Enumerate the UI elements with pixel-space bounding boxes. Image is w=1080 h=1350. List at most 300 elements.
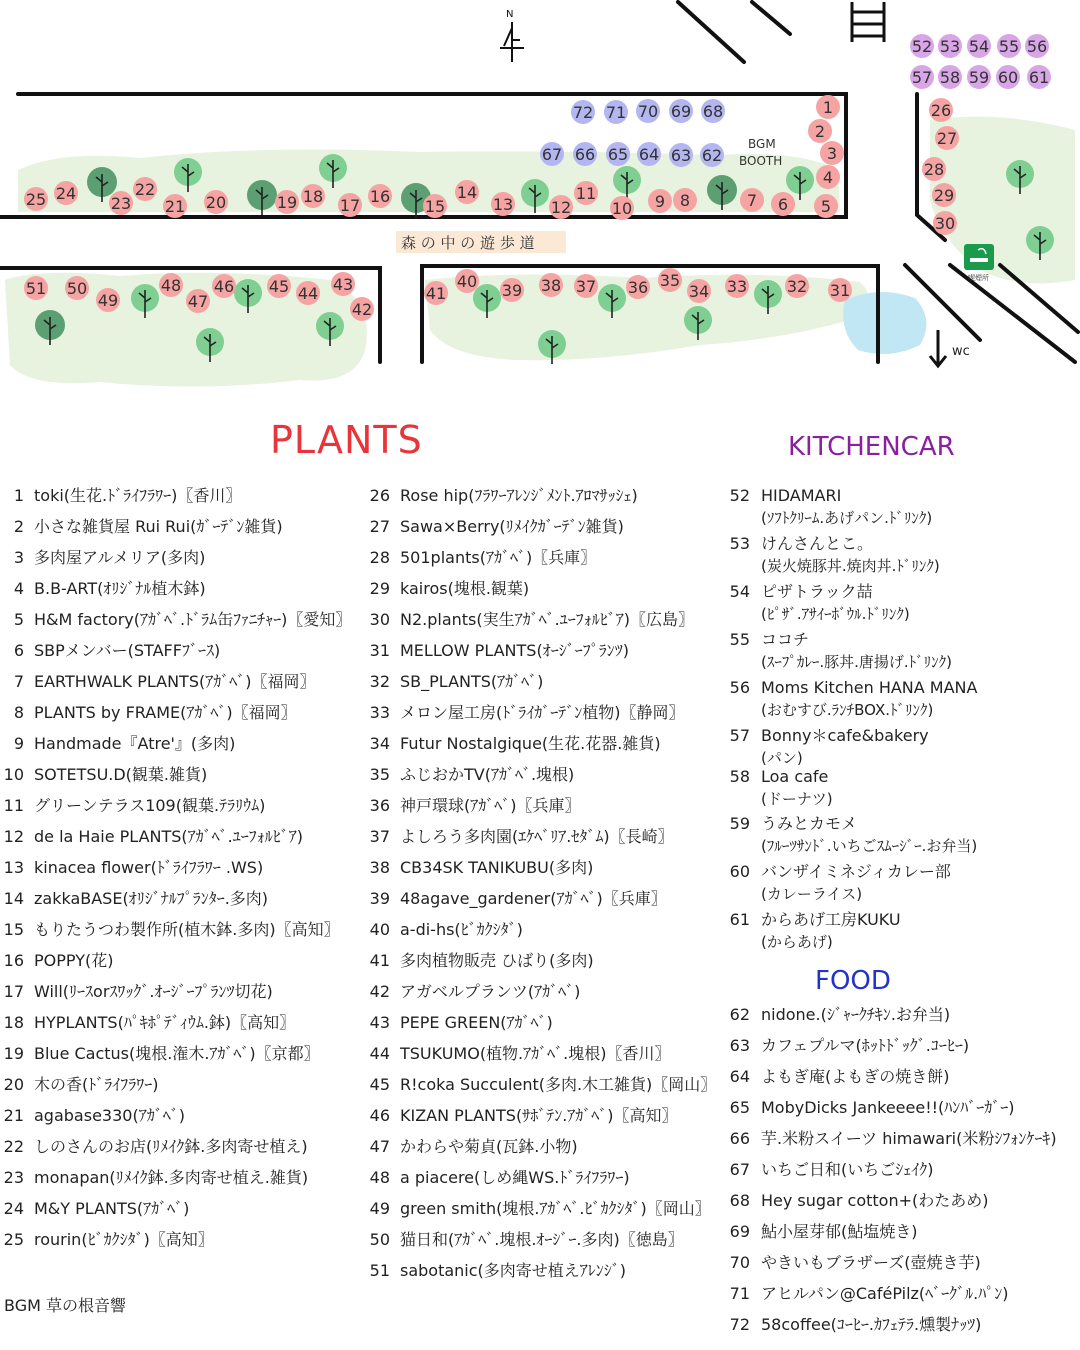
- booth-pin-number: 46: [213, 277, 235, 296]
- booth-name: メロン屋工房(ﾄﾞﾗｲｶﾞｰﾃﾞﾝ植物)〖静岡〗: [400, 703, 685, 722]
- booth-pin-35: [658, 268, 682, 292]
- booth-name: かわらや菊貞(瓦鉢.小物): [400, 1137, 578, 1156]
- booth-pin-number: 17: [339, 196, 361, 215]
- booth-number: 5: [13, 610, 24, 629]
- booth-number: 43: [369, 1013, 390, 1032]
- booth-pin-number: 20: [205, 193, 227, 212]
- booth-pin-number: 42: [351, 300, 373, 319]
- booth-name: kairos(塊根.観葉): [400, 579, 530, 598]
- booth-number: 44: [369, 1044, 390, 1063]
- booth-pin-21: [163, 194, 187, 218]
- booth-name: HIDAMARI: [761, 486, 842, 505]
- booth-pin-52: [910, 34, 934, 58]
- booth-name: MobyDicks Jankeeee!!(ﾊﾝﾊﾞｰｶﾞｰ): [761, 1098, 1015, 1117]
- booth-number: 57: [729, 726, 750, 745]
- booth-name: 猫日和(ｱｶﾞﾍﾞ.塊根.ｵｰｼﾞｰ.多肉)〖徳島〗: [400, 1230, 684, 1249]
- booth-pin-number: 72: [572, 103, 594, 122]
- booth-number: 3: [13, 548, 24, 567]
- booth-name: けんさんとこ。: [761, 534, 874, 553]
- booth-pin-66: [573, 142, 597, 166]
- booth-number: 64: [729, 1067, 750, 1086]
- booth-name: EARTHWALK PLANTS(ｱｶﾞﾍﾞ)〖福岡〗: [34, 672, 316, 691]
- booth-pin-27: [935, 126, 959, 150]
- booth-name: 多肉屋アルメリア(多肉): [34, 548, 206, 567]
- booth-pin-30: [933, 211, 957, 235]
- booth-pin-number: 59: [968, 68, 990, 87]
- booth-pin-2: [808, 119, 832, 143]
- booth-pin-13: [491, 192, 515, 216]
- booth-name: sabotanic(多肉寄せ植えｱﾚﾝｼﾞ): [400, 1261, 627, 1280]
- booth-name: PLANTS by FRAME(ｱｶﾞﾍﾞ)〖福岡〗: [34, 703, 297, 722]
- booth-pin-number: 44: [297, 284, 319, 303]
- booth-pin-58: [938, 65, 962, 89]
- booth-pin-6: [771, 192, 795, 216]
- booth-name: 48agave_gardener(ｱｶﾞﾍﾞ)〖兵庫〗: [400, 889, 667, 908]
- booth-number: 7: [13, 672, 24, 691]
- booth-number: 60: [729, 862, 750, 881]
- booth-name: 501plants(ｱｶﾞﾍﾞ)〖兵庫〗: [400, 548, 597, 567]
- booth-pin-41: [424, 281, 448, 305]
- booth-menu: (ドーナツ): [761, 790, 833, 808]
- booth-number: 28: [369, 548, 390, 567]
- booth-pin-26: [929, 98, 953, 122]
- booth-name: ココチ: [761, 630, 810, 649]
- booth-pin-number: 69: [670, 102, 692, 121]
- booth-pin-number: 31: [829, 281, 851, 300]
- booth-number: 27: [369, 517, 390, 536]
- booth-name: いちご日和(いちごｼｪｲｸ): [761, 1160, 934, 1179]
- booth-pin-number: 9: [654, 192, 666, 211]
- booth-pin-71: [604, 100, 628, 124]
- booth-number: 24: [3, 1199, 24, 1218]
- booth-pin-10: [610, 196, 634, 220]
- booth-number: 70: [729, 1253, 750, 1272]
- booth-pin-number: 25: [25, 190, 47, 209]
- booth-number: 1: [13, 486, 24, 505]
- booth-pin-number: 15: [424, 197, 446, 216]
- booth-name: 神戸環球(ｱｶﾞﾍﾞ)〖兵庫〗: [400, 796, 581, 815]
- booth-name: CB34SK TANIKUBU(多肉): [400, 858, 594, 877]
- booth-number: 71: [729, 1284, 750, 1303]
- booth-pin-number: 50: [66, 279, 88, 298]
- booth-pin-8: [673, 188, 697, 212]
- booth-pin-25: [24, 187, 48, 211]
- booth-number: 68: [729, 1191, 750, 1210]
- booth-menu: (ｿﾌﾄｸﾘｰﾑ.あげパン.ﾄﾞﾘﾝｸ): [761, 509, 933, 527]
- booth-pin-49: [96, 288, 120, 312]
- booth-pin-number: 61: [1028, 68, 1050, 87]
- pond: [843, 292, 926, 354]
- booth-name: 多肉植物販売 ひばり(多肉): [400, 951, 594, 970]
- booth-pin-number: 54: [968, 37, 990, 56]
- booth-name: よしろう多肉園(ｴｹﾍﾞﾘｱ.ｾﾀﾞﾑ)〖長崎〗: [400, 827, 674, 846]
- booth-pin-number: 22: [134, 180, 156, 199]
- booth-pin-43: [331, 272, 355, 296]
- booth-pin-number: 13: [492, 195, 514, 214]
- booth-number: 40: [369, 920, 390, 939]
- booth-name: SBPメンバー(STAFFﾌﾞｰｽ): [34, 641, 221, 660]
- booth-number: 20: [3, 1075, 24, 1094]
- booth-number: 48: [369, 1168, 390, 1187]
- booth-menu: (炭火焼豚丼.焼肉丼.ﾄﾞﾘﾝｸ): [761, 557, 940, 575]
- booth-pin-number: 53: [939, 37, 961, 56]
- booth-name: R!coka Succulent(多肉.木工雑貨)〖岡山〗: [400, 1075, 717, 1094]
- booth-number: 15: [3, 920, 24, 939]
- booth-name: HYPLANTS(ﾊﾟｷﾎﾟﾃﾞｨｳﾑ.鉢)〖高知〗: [34, 1013, 296, 1032]
- booth-number: 47: [369, 1137, 390, 1156]
- booth-pin-number: 34: [688, 282, 710, 301]
- booth-name: nidone.(ｼﾞｬｰｸﾁｷﾝ.お弁当): [761, 1005, 951, 1024]
- booth-pin-59: [967, 65, 991, 89]
- north-label: N: [506, 9, 514, 20]
- booth-pin-number: 11: [575, 184, 597, 203]
- booth-pin-number: 70: [637, 102, 659, 121]
- booth-pin-39: [500, 278, 524, 302]
- booth-pin-number: 67: [541, 145, 563, 164]
- booth-number: 25: [3, 1230, 24, 1249]
- booth-name: N2.plants(実生ｱｶﾞﾍﾞ.ﾕｰﾌｫﾙﾋﾞｱ)〖広島〗: [400, 610, 694, 629]
- booth-number: 9: [13, 734, 24, 753]
- booth-name: a piacere(しめ縄WS.ﾄﾞﾗｲﾌﾗﾜｰ): [400, 1168, 630, 1187]
- booth-name: からあげ工房KUKU: [761, 910, 901, 929]
- booth-number: 51: [369, 1261, 390, 1280]
- booth-pin-number: 12: [550, 198, 572, 217]
- booth-number: 35: [369, 765, 390, 784]
- booth-pin-68: [701, 99, 725, 123]
- booth-pin-number: 63: [670, 146, 692, 165]
- booth-pin-number: 64: [638, 145, 660, 164]
- booth-name: KIZAN PLANTS(ｻﾎﾞﾃﾝ.ｱｶﾞﾍﾞ)〖高知〗: [400, 1106, 678, 1125]
- booth-pin-1: [816, 95, 840, 119]
- booth-number: 41: [369, 951, 390, 970]
- booth-pin-number: 5: [820, 197, 832, 216]
- booth-pin-number: 32: [786, 277, 808, 296]
- booth-name: a-di-hs(ﾋﾞｶｸｼﾀﾞ): [400, 920, 523, 939]
- booth-menu: (からあげ): [761, 933, 833, 951]
- booth-pin-57: [910, 65, 934, 89]
- booth-name: Rose hip(ﾌﾗﾜｰｱﾚﾝｼﾞﾒﾝﾄ.ｱﾛﾏｻｯｼｪ): [400, 486, 638, 505]
- booth-pin-number: 4: [822, 168, 834, 187]
- booth-number: 18: [3, 1013, 24, 1032]
- booth-number: 52: [729, 486, 750, 505]
- booth-pin-16: [368, 184, 392, 208]
- booth-pin-number: 47: [187, 292, 209, 311]
- booth-name: H&M factory(ｱｶﾞﾍﾞ.ﾄﾞﾗﾑ缶ﾌｧﾆﾁｬｰ)〖愛知〗: [34, 610, 352, 629]
- booth-pin-53: [938, 34, 962, 58]
- booth-name: zakkaBASE(ｵﾘｼﾞﾅﾙﾌﾟﾗﾝﾀｰ.多肉): [34, 889, 269, 908]
- booth-number: 26: [369, 486, 390, 505]
- booth-pin-number: 27: [936, 129, 958, 148]
- booth-pin-number: 39: [501, 281, 523, 300]
- booth-pin-45: [267, 274, 291, 298]
- booth-menu: (パン): [761, 749, 803, 767]
- booth-pin-70: [636, 99, 660, 123]
- booth-number: 62: [729, 1005, 750, 1024]
- booth-name: agabase330(ｱｶﾞﾍﾞ): [34, 1106, 185, 1125]
- bgm-booth-label-2: BOOTH: [739, 154, 783, 168]
- booth-pin-number: 49: [97, 291, 119, 310]
- booth-pin-number: 38: [540, 276, 562, 295]
- booth-pin-number: 41: [425, 284, 447, 303]
- booth-pin-7: [740, 188, 764, 212]
- booth-number: 50: [369, 1230, 390, 1249]
- booth-pin-60: [996, 65, 1020, 89]
- booth-pin-42: [350, 297, 374, 321]
- booth-menu: (おむすび.ﾗﾝﾁBOX.ﾄﾞﾘﾝｸ): [761, 701, 934, 719]
- booth-pin-47: [186, 289, 210, 313]
- booth-pin-number: 35: [659, 271, 681, 290]
- booth-pin-number: 52: [911, 37, 933, 56]
- booth-pin-number: 7: [746, 191, 758, 210]
- booth-pin-22: [133, 177, 157, 201]
- smoking-area-icon: [964, 244, 994, 270]
- booth-pin-17: [338, 193, 362, 217]
- booth-name: アガベルプランツ(ｱｶﾞﾍﾞ): [400, 982, 581, 1001]
- booth-pin-number: 30: [934, 214, 956, 233]
- booth-name: うみとカモメ: [761, 814, 858, 833]
- booth-name: de la Haie PLANTS(ｱｶﾞﾍﾞ.ﾕｰﾌｫﾙﾋﾞｱ): [34, 827, 303, 846]
- booth-pin-number: 28: [923, 160, 945, 179]
- booth-number: 69: [729, 1222, 750, 1241]
- booth-pin-56: [1025, 34, 1049, 58]
- booth-number: 54: [729, 582, 750, 601]
- booth-pin-number: 21: [164, 197, 186, 216]
- booth-pin-28: [922, 157, 946, 181]
- booth-name: monapan(ﾘﾒｲｸ鉢.多肉寄せ植え.雑貨): [34, 1168, 309, 1187]
- booth-name: Futur Nostalgique(生花.花器.雑貨): [400, 734, 661, 753]
- booth-number: 66: [729, 1129, 750, 1148]
- booth-name: toki(生花.ﾄﾞﾗｲﾌﾗﾜｰ)〖香川〗: [34, 486, 242, 505]
- booth-pin-number: 58: [939, 68, 961, 87]
- booth-pin-number: 26: [930, 101, 952, 120]
- booth-name: POPPY(花): [34, 951, 114, 970]
- booth-pin-50: [65, 276, 89, 300]
- booth-number: 6: [13, 641, 24, 660]
- booth-pin-number: 62: [701, 146, 723, 165]
- booth-number: 8: [13, 703, 24, 722]
- smoking-area-label: 喫煙所: [968, 274, 989, 282]
- bgm-booth-label: BGM: [748, 137, 776, 151]
- booth-number: 12: [3, 827, 24, 846]
- booth-number: 67: [729, 1160, 750, 1179]
- booth-pin-number: 43: [332, 275, 354, 294]
- booth-pin-3: [820, 141, 844, 165]
- booth-name: 鮎小屋芽郁(鮎塩焼き): [761, 1222, 918, 1241]
- booth-pin-number: 60: [997, 68, 1019, 87]
- booth-name: ピザトラック喆: [761, 582, 873, 601]
- booth-pin-5: [814, 194, 838, 218]
- booth-pin-61: [1027, 65, 1051, 89]
- booth-number: 17: [3, 982, 24, 1001]
- booth-name: 小さな雑貨屋 Rui Rui(ｶﾞｰﾃﾞﾝ雑貨): [34, 517, 283, 536]
- booth-pin-number: 1: [822, 98, 834, 117]
- booth-menu: (ｽｰﾌﾟｶﾚｰ.豚丼.唐揚げ.ﾄﾞﾘﾝｸ): [761, 653, 953, 671]
- booth-name: SOTETSU.D(観葉.雑貨): [34, 765, 208, 784]
- booth-menu: (ﾌﾙｰﾂｻﾝﾄﾞ.いちごｽﾑｰｼﾞｰ.お弁当): [761, 837, 978, 855]
- booth-number: 38: [369, 858, 390, 877]
- booth-pin-number: 51: [25, 279, 47, 298]
- booth-number: 56: [729, 678, 750, 697]
- booth-name: MELLOW PLANTS(ｵｰｼﾞｰﾌﾟﾗﾝﾂ): [400, 641, 629, 660]
- booth-number: 30: [369, 610, 390, 629]
- booth-number: 39: [369, 889, 390, 908]
- booth-number: 2: [13, 517, 24, 536]
- booth-pin-number: 2: [814, 122, 826, 141]
- booth-pin-number: 14: [456, 183, 478, 202]
- booth-number: 31: [369, 641, 390, 660]
- booth-number: 33: [369, 703, 390, 722]
- booth-pin-number: 37: [575, 277, 597, 296]
- booth-name: Bonny＊cafe&bakery: [761, 726, 929, 745]
- booth-pin-51: [24, 276, 48, 300]
- booth-number: 72: [729, 1315, 750, 1334]
- north-arrow-icon: [500, 22, 524, 62]
- stairs-icon: [852, 2, 884, 42]
- booth-pin-number: 18: [302, 187, 324, 206]
- booth-number: 37: [369, 827, 390, 846]
- booth-number: 59: [729, 814, 750, 833]
- booth-pin-number: 71: [605, 103, 627, 122]
- booth-number: 14: [3, 889, 24, 908]
- booth-pin-65: [606, 142, 630, 166]
- booth-number: 23: [3, 1168, 24, 1187]
- booth-pin-23: [109, 191, 133, 215]
- booth-name: アヒルパン@CaféPilz(ﾍﾞｰｸﾞﾙ.ﾊﾟﾝ): [761, 1284, 1009, 1303]
- booth-pin-33: [725, 274, 749, 298]
- booth-number: 46: [369, 1106, 390, 1125]
- booth-pin-46: [212, 274, 236, 298]
- booth-number: 11: [3, 796, 24, 815]
- booth-number: 36: [369, 796, 390, 815]
- booth-pin-37: [574, 274, 598, 298]
- booth-pin-18: [301, 184, 325, 208]
- booth-pin-62: [700, 143, 724, 167]
- booth-number: 34: [369, 734, 390, 753]
- booth-name: rourin(ﾋﾞｶｸｼﾀﾞ)〖高知〗: [34, 1230, 214, 1249]
- booth-name: バンザイミネジィカレー部: [761, 862, 951, 881]
- booth-name: 芋.米粉スイーツ himawari(米粉ｼﾌｫﾝｹｰｷ): [761, 1129, 1057, 1148]
- booth-number: 45: [369, 1075, 390, 1094]
- booth-pin-number: 10: [611, 199, 633, 218]
- booth-pin-number: 48: [160, 276, 182, 295]
- booth-pin-14: [455, 180, 479, 204]
- booth-number: 32: [369, 672, 390, 691]
- wc-arrow-icon: [930, 330, 946, 366]
- booth-pin-20: [204, 190, 228, 214]
- booth-number: 65: [729, 1098, 750, 1117]
- food-section-title: FOOD: [815, 966, 891, 996]
- booth-pin-63: [669, 143, 693, 167]
- booth-number: 63: [729, 1036, 750, 1055]
- booth-pin-48: [159, 273, 183, 297]
- booth-name: PEPE GREEN(ｱｶﾞﾍﾞ): [400, 1013, 553, 1032]
- booth-name: よもぎ庵(よもぎの焼き餅): [761, 1067, 950, 1086]
- booth-name: しのさんのお店(ﾘﾒｲｸ鉢.多肉寄せ植え): [34, 1137, 308, 1156]
- plants-section-title: PLANTS: [270, 418, 423, 462]
- booth-name: ふじおかTV(ｱｶﾞﾍﾞ.塊根): [400, 765, 575, 784]
- booth-pin-38: [539, 273, 563, 297]
- booth-name: 58coffee(ｺｰﾋｰ.ｶﾌｪﾃﾗ.燻製ﾅｯﾂ): [761, 1315, 982, 1334]
- booth-pin-number: 55: [998, 37, 1020, 56]
- booth-number: 22: [3, 1137, 24, 1156]
- booth-pin-number: 8: [679, 191, 691, 210]
- booth-number: 58: [729, 767, 750, 786]
- booth-pin-number: 56: [1026, 37, 1048, 56]
- booth-name: B.B-ART(ｵﾘｼﾞﾅﾙ植木鉢): [34, 579, 206, 598]
- booth-pin-12: [549, 195, 573, 219]
- booth-name: kinacea flower(ﾄﾞﾗｲﾌﾗﾜｰ .WS): [34, 858, 264, 877]
- booth-pin-55: [997, 34, 1021, 58]
- booth-name: カフェプルマ(ﾎｯﾄﾄﾞｯｸﾞ.ｺｰﾋｰ): [761, 1036, 970, 1055]
- booth-number: 53: [729, 534, 750, 553]
- booth-pin-number: 16: [369, 187, 391, 206]
- booth-name: Blue Cactus(塊根.潅木.ｱｶﾞﾍﾞ)〖京都〗: [34, 1044, 320, 1063]
- booth-name: SB_PLANTS(ｱｶﾞﾍﾞ): [400, 672, 544, 691]
- booth-pin-number: 66: [574, 145, 596, 164]
- booth-pin-number: 3: [826, 144, 838, 163]
- booth-pin-number: 29: [933, 186, 955, 205]
- booth-number: 49: [369, 1199, 390, 1218]
- booth-pin-31: [828, 278, 852, 302]
- booth-name: グリーンテラス109(観葉.ﾃﾗﾘｳﾑ): [34, 796, 266, 815]
- booth-name: もりたうつわ製作所(植木鉢.多肉)〖高知〗: [34, 920, 340, 939]
- booth-pin-24: [54, 181, 78, 205]
- bgm-credit: BGM 草の根音響: [4, 1296, 126, 1315]
- booth-pin-number: 19: [276, 193, 298, 212]
- promenade-label: 森 の 中 の 遊 歩 道: [401, 234, 535, 252]
- booth-pin-number: 40: [456, 272, 478, 291]
- booth-pin-40: [455, 269, 479, 293]
- booth-pin-19: [275, 190, 299, 214]
- booth-pin-36: [626, 275, 650, 299]
- booth-pin-11: [574, 181, 598, 205]
- booth-pin-4: [816, 165, 840, 189]
- booth-pin-15: [423, 194, 447, 218]
- booth-pin-32: [785, 274, 809, 298]
- booth-number: 13: [3, 858, 24, 877]
- booth-pin-number: 68: [702, 102, 724, 121]
- booth-pin-number: 36: [627, 278, 649, 297]
- booth-pin-number: 24: [55, 184, 77, 203]
- booth-pin-69: [669, 99, 693, 123]
- booth-pin-number: 23: [110, 194, 132, 213]
- booth-name: やきいもブラザーズ(壺焼き芋): [761, 1253, 981, 1272]
- booth-number: 61: [729, 910, 750, 929]
- booth-name: TSUKUMO(植物.ｱｶﾞﾍﾞ.塊根)〖香川〗: [400, 1044, 671, 1063]
- booth-name: Hey sugar cotton+(わたあめ): [761, 1191, 989, 1210]
- booth-pin-number: 45: [268, 277, 290, 296]
- booth-pin-number: 57: [911, 68, 933, 87]
- wc-label: wc: [952, 344, 970, 359]
- booth-pin-number: 65: [607, 145, 629, 164]
- booth-number: 10: [3, 765, 24, 784]
- booth-pin-29: [932, 183, 956, 207]
- booth-pin-number: 6: [777, 195, 789, 214]
- booth-number: 4: [13, 579, 24, 598]
- booth-pin-9: [648, 189, 672, 213]
- booth-menu: (カレーライス): [761, 885, 863, 903]
- kitchencar-section-title: KITCHENCAR: [788, 432, 955, 462]
- booth-name: Loa cafe: [761, 767, 829, 786]
- booth-name: Moms Kitchen HANA MANA: [761, 678, 978, 697]
- booth-name: Will(ﾘｰｽorｽﾜｯｸﾞ.ｵｰｼﾞｰﾌﾟﾗﾝﾂ切花): [34, 982, 273, 1001]
- booth-name: 木の香(ﾄﾞﾗｲﾌﾗﾜｰ): [34, 1075, 159, 1094]
- booth-name: M&Y PLANTS(ｱｶﾞﾍﾞ): [34, 1199, 190, 1218]
- booth-number: 19: [3, 1044, 24, 1063]
- booth-number: 42: [369, 982, 390, 1001]
- booth-pin-34: [687, 279, 711, 303]
- booth-name: green smith(塊根.ｱｶﾞﾍﾞ.ﾋﾞｶｸｼﾀﾞ)〖岡山〗: [400, 1199, 711, 1218]
